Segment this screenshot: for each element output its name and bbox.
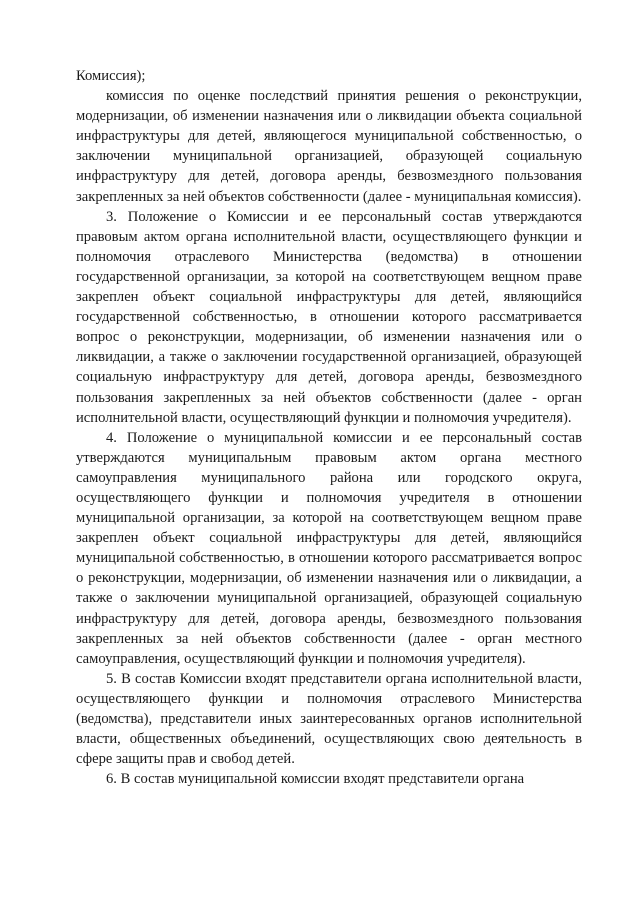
paragraph-municipal-commission-definition: комиссия по оценке последствий принятия решения о реконструкции, модернизации, об изменении назначения или о ликвидации объекта социальной инфраструктуры для детей, являющегося муниципальной собственностью, о заключении муниципальной организацией, образующей социальную инфраструктуру для детей, договора аренды, безвозмездного пользования закрепленных за ней объектов собственности (далее - муниципальная комиссия).	[76, 88, 582, 205]
paragraph-5: 5. В состав Комиссии входят представители органа исполнительной власти, осуществляющего функции и полномочия отраслевого Министерства (ведомства), представители иных заинтересованных органов исполнительной власти, общественных объединений, осуществляющих свою деятельность в сфере защиты прав и свобод детей.	[76, 670, 582, 768]
paragraph-4: 4. Положение о муниципальной комиссии и ее персональный состав утверждаются муниципальным правовым актом органа местного самоуправления муниципального района или городского округа, осуществляющего функции и полномочия учредителя в отношении муниципальной организации, за которой на соответствующем вещном праве закреплен объект социальной инфраструктуры для детей, являющийся муниципальной собственностью, в отношении которого рассматривается вопрос о реконструкции, модернизации, об изменении назначения или о ликвидации, а также о заключении муниципальной организацией, образующей социальную инфраструктуру для детей, договора аренды, безвозмездного пользования закрепленных за ней объектов собственности (далее - орган местного самоуправления, осуществляющий функции и полномочия учредителя).	[76, 429, 582, 667]
paragraph-6-start: 6. В состав муниципальной комиссии входят представители органа	[106, 771, 525, 788]
paragraph-continuation: Комиссия);	[76, 68, 146, 84]
paragraph-3: 3. Положение о Комиссии и ее персональный состав утверждаются правовым актом органа исполнительной власти, осуществляющего функции и полномочия отраслевого Министерства (ведомства) в отношении государственной организации, за которой на соответствующем вещном праве закреплен объект социальной инфраструктуры для детей, являющийся государственной собственностью, в отношении которого рассматривается вопрос о реконструкции, модернизации, об изменении назначения или о ликвидации, а также о заключении государственной организацией, образующей социальную инфраструктуру для детей, договора аренды, безвозмездного пользования закрепленных за ней объектов собственности (далее - орган исполнительной власти, осуществляющий функции и полномочия учредителя).	[76, 208, 582, 426]
document-page	[76, 66, 582, 789]
